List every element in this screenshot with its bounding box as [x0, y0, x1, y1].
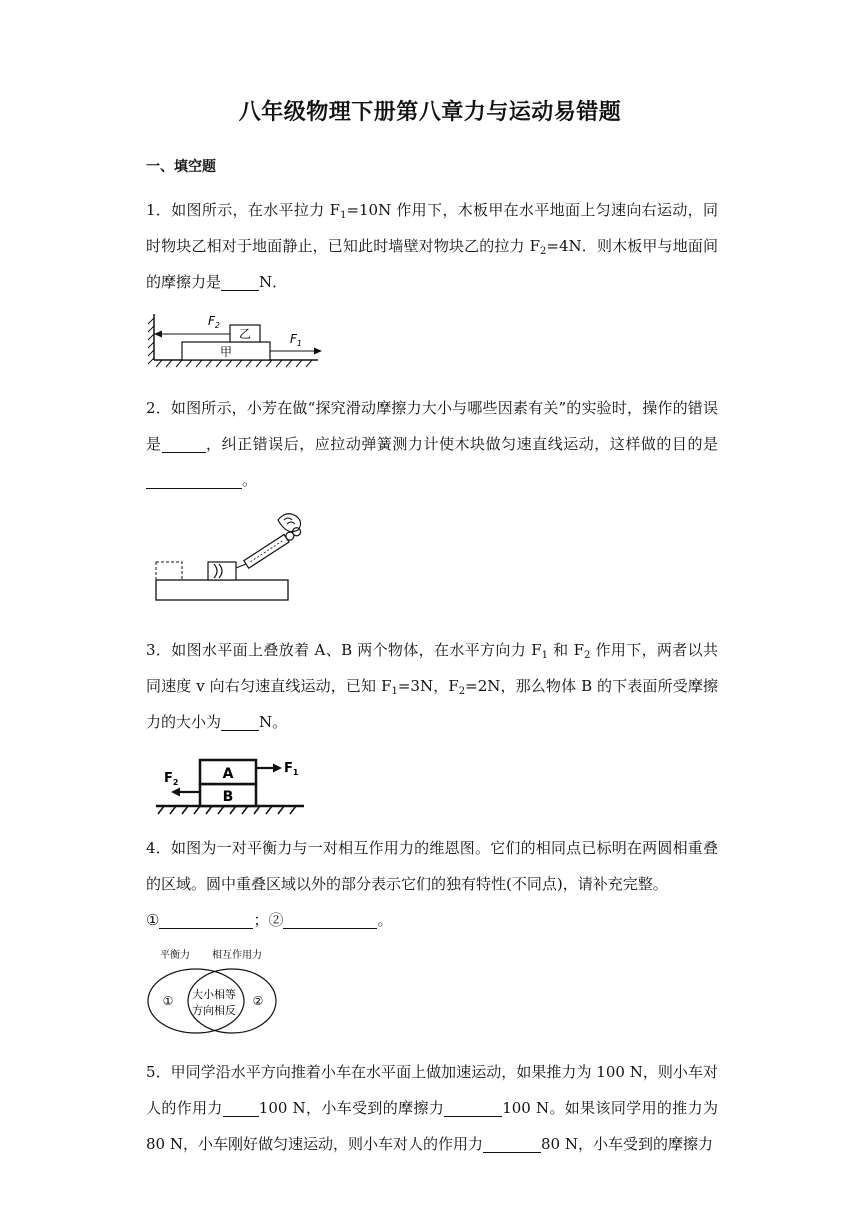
- arrow-f1: [314, 348, 322, 355]
- svg-text:大小相等: 大小相等: [192, 988, 236, 1001]
- figure-2-spring-scale: [154, 512, 294, 606]
- svg-text:方向相反: 方向相反: [192, 1004, 236, 1017]
- question-5: 5．甲同学沿水平方向推着小车在水平面上做加速运动，如果推力为 100 N，则小车对人的作用力 100 N，小车受到的摩擦力 100 N。如果该同学用的推力为 80 N，小车刚好做匀速运动，则小车对人的作用力 80 N，小车受到的摩擦力: [146, 1063, 718, 1153]
- figure-1-board-block: [146, 308, 326, 370]
- answer-blank[interactable]: [162, 434, 206, 453]
- venn-label-balanced-force: 平衡力: [160, 950, 190, 961]
- answer-blank[interactable]: [283, 910, 377, 929]
- answer-blank[interactable]: [221, 272, 259, 291]
- svg-text:①: ①: [162, 994, 174, 1008]
- long-board: [156, 580, 288, 600]
- svg-text:F2: $F_2$: [164, 771, 179, 787]
- arrow-f1: [273, 764, 282, 773]
- svg-text:F2: $F_2$: [208, 314, 220, 330]
- section-heading: 一、填空题: [146, 159, 216, 175]
- board-jia-label: 甲: [219, 345, 233, 359]
- question-4: 4．如图为一对平衡力与一对相互作用力的维恩图。它们的相同点已标明在两圆相重叠的区域。圆中重叠区域以外的部分表示它们的独有特性(不同点)，请补充完整。 ① ；② 。: [146, 839, 718, 929]
- figure-4-venn-diagram: [146, 944, 282, 1036]
- figure-3-stacked-blocks: [154, 750, 314, 820]
- dashed-block: [156, 562, 182, 580]
- block-yi-label: 乙: [238, 327, 252, 341]
- answer-blank[interactable]: [483, 1134, 541, 1153]
- svg-text:F1: $F_1$: [290, 332, 302, 348]
- answer-blank[interactable]: [146, 470, 242, 489]
- block-b-label: B: [222, 789, 234, 805]
- arrow-f2: [154, 331, 162, 338]
- question-3: 3．如图水平面上叠放着 A、B 两个物体，在水平方向力 $F_1$ 和 $F_2$ 作用下，两者以共同速度 v 向右匀速直线运动，已知 $F_1=3N$，$F_2=2N$，那么物体 B 的下表面所受摩擦力的大小为 N。: [146, 641, 718, 731]
- venn-label-interaction-force: 相互作用力: [212, 950, 262, 961]
- page-title: 八年级物理下册第八章力与运动易错题: [238, 100, 622, 125]
- answer-blank[interactable]: [444, 1098, 502, 1117]
- spring-scale: [244, 526, 303, 568]
- block-a-label: A: [222, 766, 234, 782]
- arrow-f2: [171, 788, 180, 797]
- svg-text:F1: $F_1$: [284, 761, 299, 777]
- svg-text:②: ②: [252, 994, 264, 1008]
- answer-blank[interactable]: [223, 1098, 259, 1117]
- question-2: 2．如图所示，小芳在做“探究滑动摩擦力大小与哪些因素有关”的实验时，操作的错误是 ，纠正错误后，应拉动弹簧测力计使木块做匀速直线运动，这样做的目的是。: [146, 399, 718, 489]
- question-1: 1．如图所示，在水平拉力 $F_1=10N$ 作用下，木板甲在水平地面上匀速向右运动，同时物块乙相对于地面静止，已知此时墙壁对物块乙的拉力 $F_2=4N$．则木板甲与地面间的摩擦力是 N．: [146, 201, 718, 291]
- answer-blank[interactable]: [221, 712, 259, 731]
- answer-blank[interactable]: [159, 910, 253, 929]
